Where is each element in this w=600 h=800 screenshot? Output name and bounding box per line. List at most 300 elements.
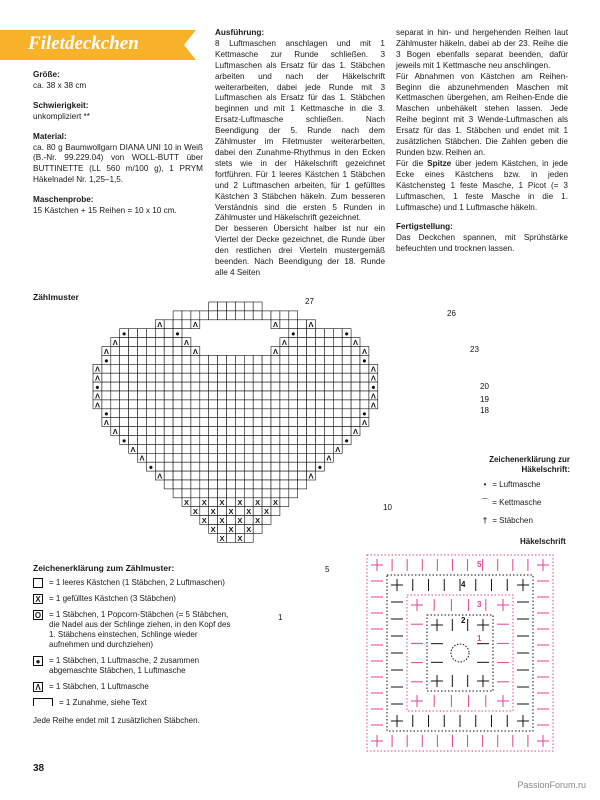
chart-cell [102,391,111,400]
row-label: 19 [480,395,489,404]
chart-cell [298,347,307,356]
chart-cell [289,444,298,453]
chart-cell [227,391,236,400]
chart-cell [102,400,111,409]
chart-symbol: ● [148,462,154,472]
chart-symbol: X [246,507,252,517]
chart-cell [289,418,298,427]
chart-cell [244,418,253,427]
chart-symbol: ● [290,329,296,339]
chart-cell [164,320,173,329]
chart-cell [164,338,173,347]
chart-cell [316,391,325,400]
chart-cell [280,400,289,409]
chart-symbol: Λ [103,346,109,356]
chart-cell [182,436,191,445]
chart-symbol: ● [95,382,100,392]
chart-symbol: X [210,507,216,517]
chart-cell [316,329,325,338]
chart-cell [200,480,209,489]
chart-cell [342,382,351,391]
chart-cell [111,409,120,418]
chart-cell [227,364,236,373]
chart-cell [191,355,200,364]
chart-cell [191,471,200,480]
chart-cell [146,444,155,453]
row-label: 26 [447,309,456,318]
chart-cell [173,391,182,400]
chart-cell [316,409,325,418]
chart-cell [164,471,173,480]
chart-cell [146,436,155,445]
chart-cell [262,498,271,507]
chart-cell [129,373,138,382]
chart-cell [146,391,155,400]
legend-popcorn [33,610,233,650]
chart-cell [182,427,191,436]
chart-cell [155,444,164,453]
chart-symbol: Λ [112,427,118,436]
chart-cell [342,347,351,356]
chart-cell [244,400,253,409]
chart-cell [298,462,307,471]
chart-cell [280,444,289,453]
chart-cell [235,507,244,516]
chart-cell [138,364,147,373]
crochet-chart-title: Häkelschrift [520,537,566,546]
chart-cell [200,400,209,409]
chart-cell [191,427,200,436]
chart-cell [271,382,280,391]
chart-cell [227,462,236,471]
chart-cell [342,355,351,364]
chart-cell [218,302,227,311]
chart-cell [298,453,307,462]
chart-cell [351,409,360,418]
chart-cell [324,338,333,347]
chart-cell [307,329,316,338]
center-ring [451,644,469,662]
chart-cell [120,364,129,373]
chart-symbol: ● [371,382,376,392]
edging-text-b: Spitze [427,158,452,168]
legend-filled-box [33,594,233,604]
size-value: ca. 38 x 38 cm [33,80,87,90]
chart-cell [209,311,218,320]
chart-cell [182,453,191,462]
chart-symbol: Λ [326,453,332,463]
chart-cell [173,311,182,320]
chart-cell [129,436,138,445]
chart-cell [146,355,155,364]
chart-cell [209,498,218,507]
chart-cell [111,400,120,409]
chart-cell [146,338,155,347]
chart-cell [218,427,227,436]
chart-cell [316,364,325,373]
chart-cell [191,444,200,453]
chart-cell [351,400,360,409]
chart-cell [155,400,164,409]
chart-cell [333,373,342,382]
chart-cell [227,373,236,382]
instructions-text-1: 8 Luftmaschen anschlagen und mit 1 Kettmasche zur Runde schließen. 3 Luftmaschen als Ersatz für das 1. Stäbchen arbeiten und nach der Häkelschrift weiterarbeiten, dabei jede Runde mit 3 Luftmaschen als Ersatz für das 1. Stäbchen beginnen und mit 1 Kettmasche in die 3. Ersatz-Luftmasche schließen. Nach Beendigung der 5. Runde nach dem Zählmuster im Filetmuster weiterarbeiten, dabei den Zunahme-Rhythmus in den Ecken stets wie in der Häkelschrift gezeichnet fortführen. Für 1 leeres Kästchen 1 Stäbchen und 2 Luftmaschen arbeiten, für 1 gefülltes Kästchen 3 Stäbchen häkeln. Zum besseren Verständnis sind die ersten 5 Runden in Zählmuster und Häkelschrift gezeichnet. [215,38,385,223]
chart-symbol: Λ [139,453,145,463]
chart-cell [262,480,271,489]
arch-icon: Λ [33,682,43,692]
chart-symbol: Λ [370,391,376,401]
chart-cell [209,444,218,453]
chart-cell [218,382,227,391]
chart-cell [200,436,209,445]
chart-cell [271,471,280,480]
chart-cell [333,347,342,356]
chart-cell [155,364,164,373]
chart-cell [173,373,182,382]
chart-cell [200,507,209,516]
chart-cell [218,444,227,453]
chart-cell [120,400,129,409]
chart-cell [262,471,271,480]
chart-cell [253,525,262,534]
chart-cell [182,418,191,427]
chart-cell [218,400,227,409]
chart-cell [164,364,173,373]
chart-cell [209,400,218,409]
legend-dc-text: = Stäbchen [492,516,533,525]
chart-cell [289,382,298,391]
chart-cell [271,507,280,516]
chart-cell [182,373,191,382]
chart-cell [218,453,227,462]
chart-symbol: ● [121,329,127,339]
dc-stitch-icon: † [482,516,488,525]
cross-box-icon: X [33,594,43,604]
chart-cell [298,400,307,409]
chart-cell [129,364,138,373]
chart-cell [173,355,182,364]
round-frame [407,595,513,711]
chart-symbol: Λ [94,373,100,383]
chart-cell [218,480,227,489]
chart-cell [360,364,369,373]
chart-cell [351,355,360,364]
chart-cell [209,382,218,391]
decrease-text: Für Abnahmen von Kästchen am Reihen-Beginn die abzunehmenden Maschen mit Kettmaschen übergehen, am Reihen-Ende die Maschen unbehäkelt stehen lassen. Jede Reihe beginnt mit 3 Wende-Luftmaschen als Ersatz für das 1. Stäbchen und endet mit 1 zusätzlichen Stäbchen. Die Zahlen geben die Runden bzw. Reihen an. [396,71,568,157]
chart-cell [111,391,120,400]
chart-cell [298,480,307,489]
chart-cell [307,409,316,418]
chart-symbol: ● [344,435,349,445]
chart-cell [307,373,316,382]
chart-cell [262,373,271,382]
chart-cell [164,347,173,356]
chart-cell [289,320,298,329]
chart-cell [342,418,351,427]
legend-arch [33,682,233,692]
chart-cell [333,391,342,400]
chart-cell [138,338,147,347]
chart-cell [324,364,333,373]
chart-cell [191,382,200,391]
chart-cell [262,418,271,427]
chart-symbol: X [272,498,278,508]
chart-cell [191,489,200,498]
chart-cell [342,427,351,436]
chart-cell [227,498,236,507]
chart-cell [146,400,155,409]
chart-cell [191,400,200,409]
chart-symbol: Λ [130,444,136,454]
chart-cell [280,391,289,400]
legend-slip [480,498,580,508]
chart-cell [280,409,289,418]
chart-cell [235,525,244,534]
chart-cell [138,427,147,436]
chart-cell [289,338,298,347]
chart-cell [289,480,298,489]
chart-cell [253,418,262,427]
chart-cell [129,355,138,364]
chart-cell [173,320,182,329]
chart-cell [164,382,173,391]
chart-cell [333,418,342,427]
chart-cell [155,427,164,436]
chart-cell [138,391,147,400]
chart-cell [129,409,138,418]
legend-increase [33,698,233,708]
chart-cell [129,418,138,427]
chart-cell [120,391,129,400]
chart-symbol: Λ [157,471,163,481]
legend-arch-text: = 1 Stäbchen, 1 Luftmasche [49,682,149,691]
chart-cell [138,400,147,409]
chart-cell [262,311,271,320]
chart-cell [235,462,244,471]
cluster-icon: ● [33,656,43,666]
chart-cell [173,364,182,373]
chart-cell [324,444,333,453]
instructions-text-2: Der besseren Übersicht halber ist nur ein Viertel der Decke gezeichnet, die Runde über den restlichen drei Vierteln mustergemäß beenden. Nach Beendigung der 18. Runde alle 4 Seiten [215,224,385,277]
legend-empty-box [33,578,233,588]
chart-cell [209,391,218,400]
chart-legend-title: Zeichenerklärung zum Zählmuster: [33,563,175,573]
chart-cell [280,320,289,329]
chart-cell [209,453,218,462]
chart-cell [307,436,316,445]
chart-cell [316,347,325,356]
chart-cell [173,427,182,436]
chart-cell [289,364,298,373]
chart-cell [253,427,262,436]
chart-cell [155,436,164,445]
chart-cell [298,409,307,418]
chart-cell [227,382,236,391]
chart-title: Zählmuster [33,292,79,302]
chart-cell [271,373,280,382]
chart-cell [324,373,333,382]
chart-cell [111,382,120,391]
chart-cell [182,320,191,329]
row-label: 5 [325,565,330,574]
chart-cell [120,338,129,347]
chart-cell [253,444,262,453]
chart-symbol: ● [104,355,109,365]
chart-symbol: X [264,507,270,517]
chart-cell [307,338,316,347]
chart-cell [146,453,155,462]
chart-cell [120,409,129,418]
chart-cell [218,373,227,382]
chart-symbol: Λ [370,400,376,410]
difficulty-value: unkompliziert ** [33,111,90,121]
chart-cell [271,427,280,436]
chart-cell [129,427,138,436]
chart-cell [289,347,298,356]
chart-cell [307,418,316,427]
chart-cell [298,373,307,382]
chart-symbol: X [237,498,243,508]
chart-cell [253,311,262,320]
chart-cell [262,382,271,391]
chart-cell [253,436,262,445]
chart-cell [129,329,138,338]
edging-text-a: Für die [396,158,428,168]
chart-cell [155,409,164,418]
chart-cell [244,489,253,498]
gauge-heading: Maschenprobe: [33,195,94,205]
chart-cell [129,338,138,347]
chart-symbol: X [228,524,234,534]
chart-cell [307,444,316,453]
chart-cell [253,373,262,382]
chart-cell [182,347,191,356]
chart-cell [191,453,200,462]
chart-cell [138,347,147,356]
crochet-diagram [365,553,555,753]
chart-cell [289,409,298,418]
chart-cell [182,462,191,471]
material-value: ca. 80 g Baumwollgarn DIANA UNI 10 in Weiß (B.-Nr. 99.229.04) von WOLL-BUTT über BUTTINETTE (LL 560 m/100 g), 1 PRYM Häkelnadel Nr. 1,25–1,5. [33,142,203,185]
chart-cell [244,480,253,489]
chart-cell [280,436,289,445]
chart-cell [244,373,253,382]
chart-cell [138,436,147,445]
chart-cell [209,516,218,525]
chart-cell [271,355,280,364]
chart-cell [120,427,129,436]
chart-cell [244,516,253,525]
chart-cell [218,355,227,364]
chart-cell [262,462,271,471]
chart-cell [235,355,244,364]
chart-cell [235,471,244,480]
chart-cell [173,436,182,445]
chart-cell [307,382,316,391]
chart-symbol: Λ [335,444,341,454]
chart-cell [271,436,280,445]
chart-cell [298,382,307,391]
chart-cell [298,418,307,427]
difficulty-heading: Schwierigkeit: [33,100,89,110]
chart-cell [209,364,218,373]
chart-cell [244,453,253,462]
chart-cell [182,391,191,400]
chart-cell [182,364,191,373]
chart-cell [271,400,280,409]
chart-symbol: Λ [281,338,287,347]
chart-cell [271,311,280,320]
chart-cell [235,364,244,373]
chart-cell [289,462,298,471]
chart-cell [218,311,227,320]
chart-cell [155,391,164,400]
chart-symbol: ● [362,355,367,365]
chart-cell [146,329,155,338]
chart-cell [146,418,155,427]
chart-cell [173,480,182,489]
chart-cell [262,400,271,409]
chart-symbol: ● [344,329,349,339]
chart-symbol: X [237,516,243,525]
chart-symbol: Λ [370,364,376,374]
chart-cell [173,444,182,453]
chart-cell [227,400,236,409]
chart-cell [280,427,289,436]
chart-cell [227,302,236,311]
chart-cell [244,382,253,391]
chart-cell [307,347,316,356]
chart-cell [244,436,253,445]
chart-cell [111,355,120,364]
chart-cell [351,382,360,391]
chart-cell [244,533,253,542]
chart-cell [253,302,262,311]
chart-cell [209,489,218,498]
chart-cell [120,373,129,382]
chart-cell [191,364,200,373]
chart-symbol: Λ [192,346,198,356]
chart-cell [129,400,138,409]
chart-cell [235,400,244,409]
chart-cell [200,355,209,364]
chart-cell [280,480,289,489]
legend-increase-text: = 1 Zunahme, siehe Text [59,698,147,707]
chart-cell [262,444,271,453]
chart-cell [244,471,253,480]
size-heading: Größe: [33,70,60,79]
row-label: 18 [480,406,489,415]
chart-cell [235,391,244,400]
chart-cell [289,436,298,445]
chart-cell [307,400,316,409]
chart-cell [342,391,351,400]
chart-legend [33,578,233,726]
chart-cell [227,533,236,542]
chart-cell [146,409,155,418]
chart-cell [307,453,316,462]
chart-cell [209,462,218,471]
finishing-text: Das Deckchen spannen, mit Sprühstärke befeuchten und trocknen lassen. [396,233,568,254]
chart-cell [316,373,325,382]
chart-cell [244,364,253,373]
chart-symbol: X [237,533,243,543]
chart-cell [280,418,289,427]
chart-cell [280,311,289,320]
chart-cell [244,302,253,311]
chart-cell [307,364,316,373]
chart-cell [262,409,271,418]
